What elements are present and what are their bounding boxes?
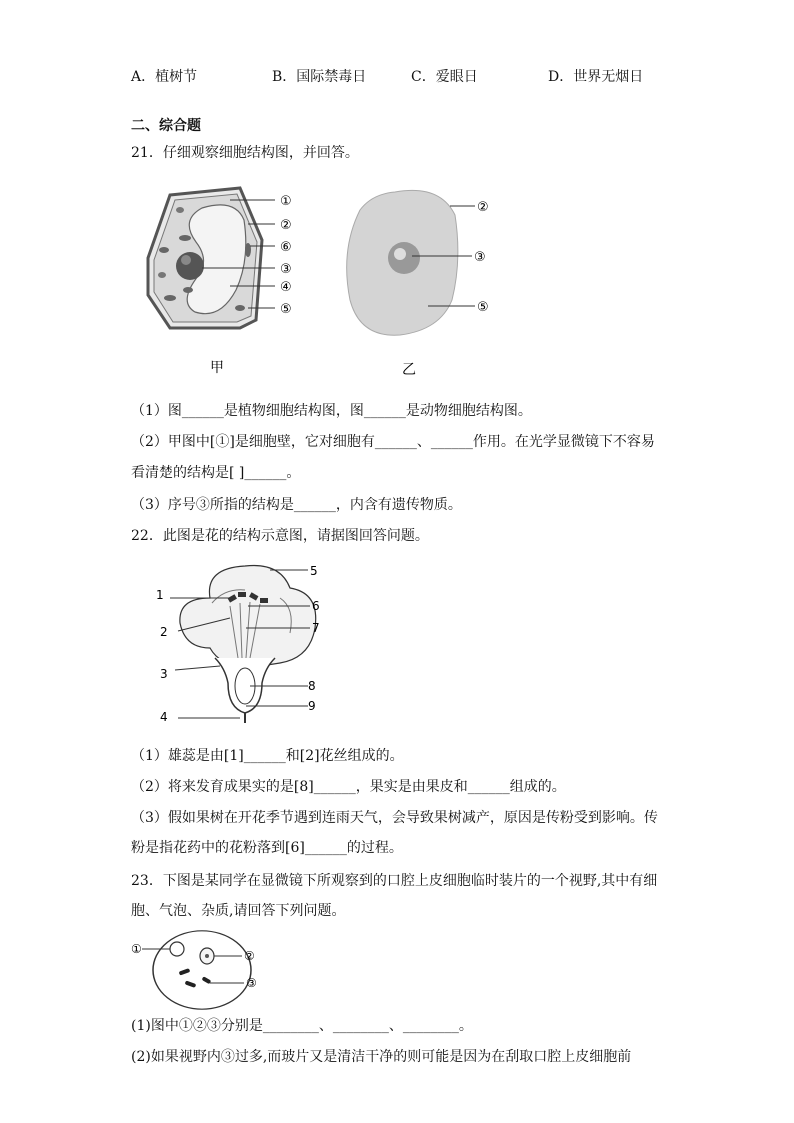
q23-part1: (1)图中①②③分别是________、________、________。 <box>131 1018 473 1034</box>
jia-label-5: ⑤ <box>280 302 292 317</box>
q23-microscope-figure <box>130 930 270 1010</box>
q21-stem: 21．仔细观察细胞结构图，并回答。 <box>131 145 359 161</box>
caption-jia: 甲 <box>210 360 224 376</box>
plant-cell-diagram <box>148 188 292 376</box>
q22-part2: （2）将来发育成果实的是[8]______，果实是由果皮和______组成的。 <box>131 779 566 795</box>
q23-part2: (2)如果视野内③过多,而玻片又是清洁干净的则可能是因为在刮取口腔上皮细胞前 <box>131 1049 632 1065</box>
flower-label-5: 5 <box>310 564 318 578</box>
q22-part3a: （3）假如果树在开花季节遇到连雨天气，会导致果树减产，原因是传粉受到影响。传 <box>131 810 658 826</box>
flower-label-6: 6 <box>312 599 320 613</box>
flower-label-2: 2 <box>160 625 168 639</box>
q22-flower-figure <box>150 558 350 726</box>
option-b: B．国际禁毒日 <box>272 69 367 85</box>
q23-stem-b: 胞、气泡、杂质,请回答下列问题。 <box>131 903 346 919</box>
flower-diagram <box>156 564 320 724</box>
q22-stem: 22．此图是花的结构示意图，请据图回答问题。 <box>131 528 429 544</box>
q21-part2b: 看清楚的结构是[ ]______。 <box>131 465 301 481</box>
jia-label-6: ⑥ <box>280 240 292 255</box>
flower-label-8: 8 <box>308 679 316 693</box>
section-title: 二、综合题 <box>131 118 201 134</box>
jia-label-2: ② <box>280 218 292 233</box>
jia-label-4: ④ <box>280 280 292 295</box>
option-d: D．世界无烟日 <box>548 69 644 85</box>
micro-label-1: ① <box>131 942 142 956</box>
caption-yi: 乙 <box>402 362 416 378</box>
flower-label-7: 7 <box>312 621 320 635</box>
option-a: A．植树节 <box>131 69 198 85</box>
flower-label-1: 1 <box>156 588 164 602</box>
q23-stem-a: 23．下图是某同学在显微镜下所观察到的口腔上皮细胞临时装片的一个视野,其中有细 <box>131 873 658 889</box>
q22-part1: （1）雄蕊是由[1]______和[2]花丝组成的。 <box>131 748 404 764</box>
jia-label-3: ③ <box>280 262 292 277</box>
option-c: C．爱眼日 <box>411 69 478 85</box>
flower-label-9: 9 <box>308 699 316 713</box>
micro-label-2: ② <box>244 949 255 963</box>
q21-part3: （3）序号③所指的结构是______，内含有遗传物质。 <box>131 497 462 513</box>
flower-label-3: 3 <box>160 667 168 681</box>
microscope-view-diagram <box>131 931 257 1009</box>
animal-cell-diagram <box>347 190 489 378</box>
jia-label-1: ① <box>280 194 292 209</box>
q21-part2a: （2）甲图中[①]是细胞壁，它对细胞有______、______作用。在光学显微镜下不容易 <box>131 434 655 450</box>
micro-label-3: ③ <box>246 976 257 990</box>
yi-label-3: ③ <box>474 250 486 265</box>
q21-cell-figure <box>140 180 520 380</box>
q22-part3b: 粉是指花药中的花粉落到[6]______的过程。 <box>131 840 403 856</box>
yi-label-5: ⑤ <box>477 300 489 315</box>
yi-label-2: ② <box>477 200 489 215</box>
q21-part1: （1）图______是植物细胞结构图，图______是动物细胞结构图。 <box>131 403 532 419</box>
flower-label-4: 4 <box>160 710 168 724</box>
